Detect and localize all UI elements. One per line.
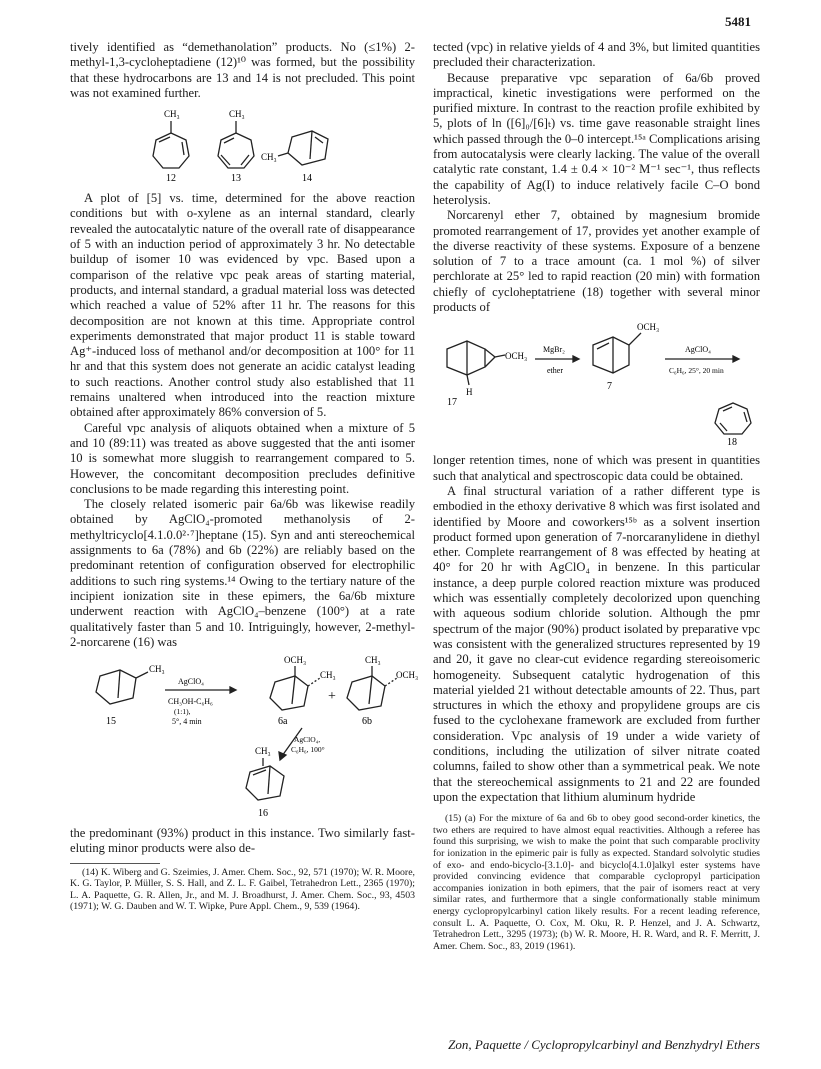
compound-label: 6b [362, 716, 372, 728]
ch3-label: CH₃ [149, 664, 165, 675]
running-footer: Zon, Paquette / Cyclopropylcarbinyl and Benzhydryl Ethers [448, 1037, 760, 1052]
solvent-label: CH₃OH-C₆H₆ [168, 697, 213, 707]
paragraph: tively identified as “demethanolation” products. No (≤1%) 2-methyl-1,3-cycloheptadiene (12)¹⁰ was formed, but the possibility that these hydrocarbons are 13 and 14 is not precluded. This point was not examined further. [70, 40, 415, 100]
condition-label: C₆H₆, 25°, 20 min [669, 366, 724, 376]
compound-label: 7 [607, 381, 612, 393]
paragraph: A plot of [5] vs. time, determined for the above reaction conditions but with o-xylene as an internal standard, clearly revealed the autocatalytic nature of the overall rate of disappearance of 5 with an induction period of approximately 3 hr. No detectable buildup of isomer 10 was evidenced by vpc. Based upon a comparison of the relative vpc peak areas of starting material, products, and internal standard, a gradual material loss was detected which reached a value of 52% after 11 hr. The reasons for this decomposition are not known at this time. Appropriate control experiments demonstrated that major product 11 is stable toward Ag⁺-induced loss of methanol and/or decomposition at 100° for 11 hr and that this system does not generate an acidic catalyst leading to such reactions. Another control study also established that 11 remains unaltered when introduced into the reaction mixture obtained after approximately 86% conversion of 5. [70, 191, 415, 420]
paragraph: the predominant (93%) product in this instance. Two similarly fast-eluting minor products were also de- [70, 826, 415, 856]
right-column [433, 40, 760, 952]
plus-sign: + [328, 689, 336, 705]
footnote-rule [70, 863, 160, 864]
footnotes-left [70, 867, 415, 913]
paragraph: Norcarenyl ether 7, obtained by magnesium bromide promoted rearrangement of 17, provides yet another example of the diverse reactivity of these systems. Exposure of a benzene solution of 7 to a trace amount (ca. 1 mol %) of silver perchlorate at 25° led to rapid reaction (20 min) with formation chiefly of cycloheptatriene (18) together with several minor products of [433, 208, 760, 315]
reagent-label: MgBr₂ [543, 345, 565, 355]
footnotes-right [433, 813, 760, 952]
footnote-15: (15) (a) For the mixture of 6a and 6b to obey good second-order kinetics, the two ethers are required to have almost equal reactivities. Although a referee has found this surprising, we wish to make the point that such comparable proclivity for ionization in the epimeric pair is fully as expected. Standard solvolytic studies of exo- and endo-bicyclo-[3.1.0]- and bicyclo[4.1.0]alkyl ester systems have provided convincing evidence that comparable cyclopropyl participation accompanies ionization in both epimers, that the pair of isomers react at very similar rates, and furthermore that a single conformationally stable minimum energy cyclopropylcarbinyl cation likely results. For a recent leading reference, consult L. A. Paquette, O. Cox, M. Oku, R. P. Henzel, and J. A. Schwartz, Tetrahedron Lett., 3295 (1973); (b) W. R. Moore, H. R. Ward, and R. F. Merritt, J. Amer. Chem. Soc., 83, 2019 (1961). [433, 813, 760, 952]
compound-label: 16 [258, 808, 268, 820]
page-number: 5481 [725, 14, 751, 29]
reagent-label: AgClO₄ [685, 345, 711, 355]
paragraph: Because preparative vpc separation of 6a/6b proved impractical, kinetic investigations were performed on the purified mixture. In contrast to the reaction profile exhibited by 5, plots of ln ([6]₀/[6]ₜ) vs. time gave reasonable straight lines which passed through the 0–0 intercept.¹⁵ᵃ Complications arising from autocatalysis were clearly lacking. The value of the overall catalytic rate constant, 1.4 ± 0.4 × 10⁻² M⁻¹ sec⁻¹, thus reflects the capability of Ag(I) to induce relatively facile C–O bond heterolysis. [433, 70, 760, 207]
ratio-label: (1:1), [174, 707, 191, 717]
paragraph: longer retention times, none of which was present in quantities such that analytical and spectroscopic data could be obtained. [433, 453, 760, 483]
reagent-label: AgClO₄ [178, 677, 204, 687]
left-column [70, 40, 419, 913]
compound-label: 18 [727, 437, 737, 449]
compound-label: 12 [166, 173, 176, 185]
compound-label: 17 [447, 397, 457, 409]
paragraph: A final structural variation of a rather different type is embodied in the ethoxy derivative 8 which was first isolated and identified by Moore and coworkers¹⁵ᵇ as a solvent insertion product formed upon generation of 7-norcaranylidene in diethyl ether. Complete rearrangement of 8 was effected by heating at 40° for 20 hr with AgClO₄ in benzene. In this particular instance, a deep purple colored reaction mixture was produced which was essentially completely decolorized upon quenching with aqueous sodium chloride solution. Although the pmr spectrum of the major (90%) product isolated by preparative vpc was consistent with the generalized structures represented by 19 and 20, it gave no clear-cut evidence regarding stereoisomeric homogeneity. Subsequent catalytic hydrogenation of this material yielded 21 without detectable amounts of 22. Thus, part structures in which the ethoxy and propylidene groups are cis fused to the cyclohexane framework are excluded from further consideration. Vpc analysis of 19 under a wide variety of conditions, including the utilization of silver nitrate coated columns, failed to show other than a symmetrical peak. We note that the stereochemical assignments to 21 and 22 are founded upon the expectation that lithium aluminum hydride [433, 483, 760, 804]
ch3-label: CH₃ [229, 109, 245, 120]
och3-label: OCH₃ [284, 655, 307, 666]
ch3-label: CH₃ [164, 109, 180, 120]
ch3-label: CH₃ [261, 152, 277, 163]
scheme-rearrangement-17 [433, 319, 760, 447]
paragraph: The closely related isomeric pair 6a/6b was likewise readily obtained by AgClO₄-promoted methanolysis of 2-methyltricyclo[4.1.0.0²·⁷]heptane (15). Syn and anti stereochemical assignments to 6a (78%) and 6b (22%) are reliably based on the predominant retention of configuration observed for electrophilic additions to such ring systems.¹⁴ Owing to the tertiary nature of the incipient ionization site in these epimers, the 6a/6b mixture underwent reaction with AgClO₄–benzene (100°) at a rate qualitatively faster than 5 and 10. Intriguingly, however, 2-methyl-2-norcarene (16) was [70, 497, 415, 649]
compound-label: 14 [302, 173, 312, 185]
och3-label: OCH₃ [396, 670, 419, 681]
ch3-label: CH₃ [320, 670, 336, 681]
och3-label: OCH₃ [637, 322, 660, 333]
paragraph: Careful vpc analysis of aliquots obtained when a mixture of 5 and 10 (89:11) was treated as above suggested that the anti isomer 10 is somewhat more sluggish to rearrangement compared to 5. However, the concomitant decomposition precludes definitive conclusions to be made regarding this interesting point. [70, 420, 415, 496]
condition-label: C₆H₆, 100° [291, 745, 325, 755]
solvent-label: ether [547, 366, 563, 376]
reagent-label: AgClO₄, [294, 735, 321, 745]
footnote-14: (14) K. Wiberg and G. Szeimies, J. Amer. Chem. Soc., 92, 571 (1970); W. R. Moore, K. G. Taylor, P. Müller, S. S. Hall, and Z. L. F. Gaibel, Tetrahedron Lett., 2365 (1970); L. A. Paquette, G. R. Allen, Jr., and M. J. Broadhurst, J. Amer. Chem. Soc., 93, 4503 (1971); W. G. Dauben and W. T. Wipke, Pure Appl. Chem., 9, 539 (1964). [70, 866, 415, 913]
ch3-label: CH₃ [255, 746, 271, 757]
paragraph: tected (vpc) in relative yields of 4 and 3%, but limited quantities precluded their characterization. [433, 40, 760, 70]
och3-label: OCH₃ [505, 351, 528, 362]
compound-label: 13 [231, 173, 241, 185]
condition-label: 5°, 4 min [172, 717, 202, 727]
compound-label: 6a [278, 716, 288, 728]
hydrogen-label: H [466, 387, 473, 398]
compound-label: 15 [106, 716, 116, 728]
ch3-label: CH₃ [365, 655, 381, 666]
scheme-methanolysis-15 [70, 654, 419, 820]
scheme-structures-12-13-14 [70, 105, 415, 185]
